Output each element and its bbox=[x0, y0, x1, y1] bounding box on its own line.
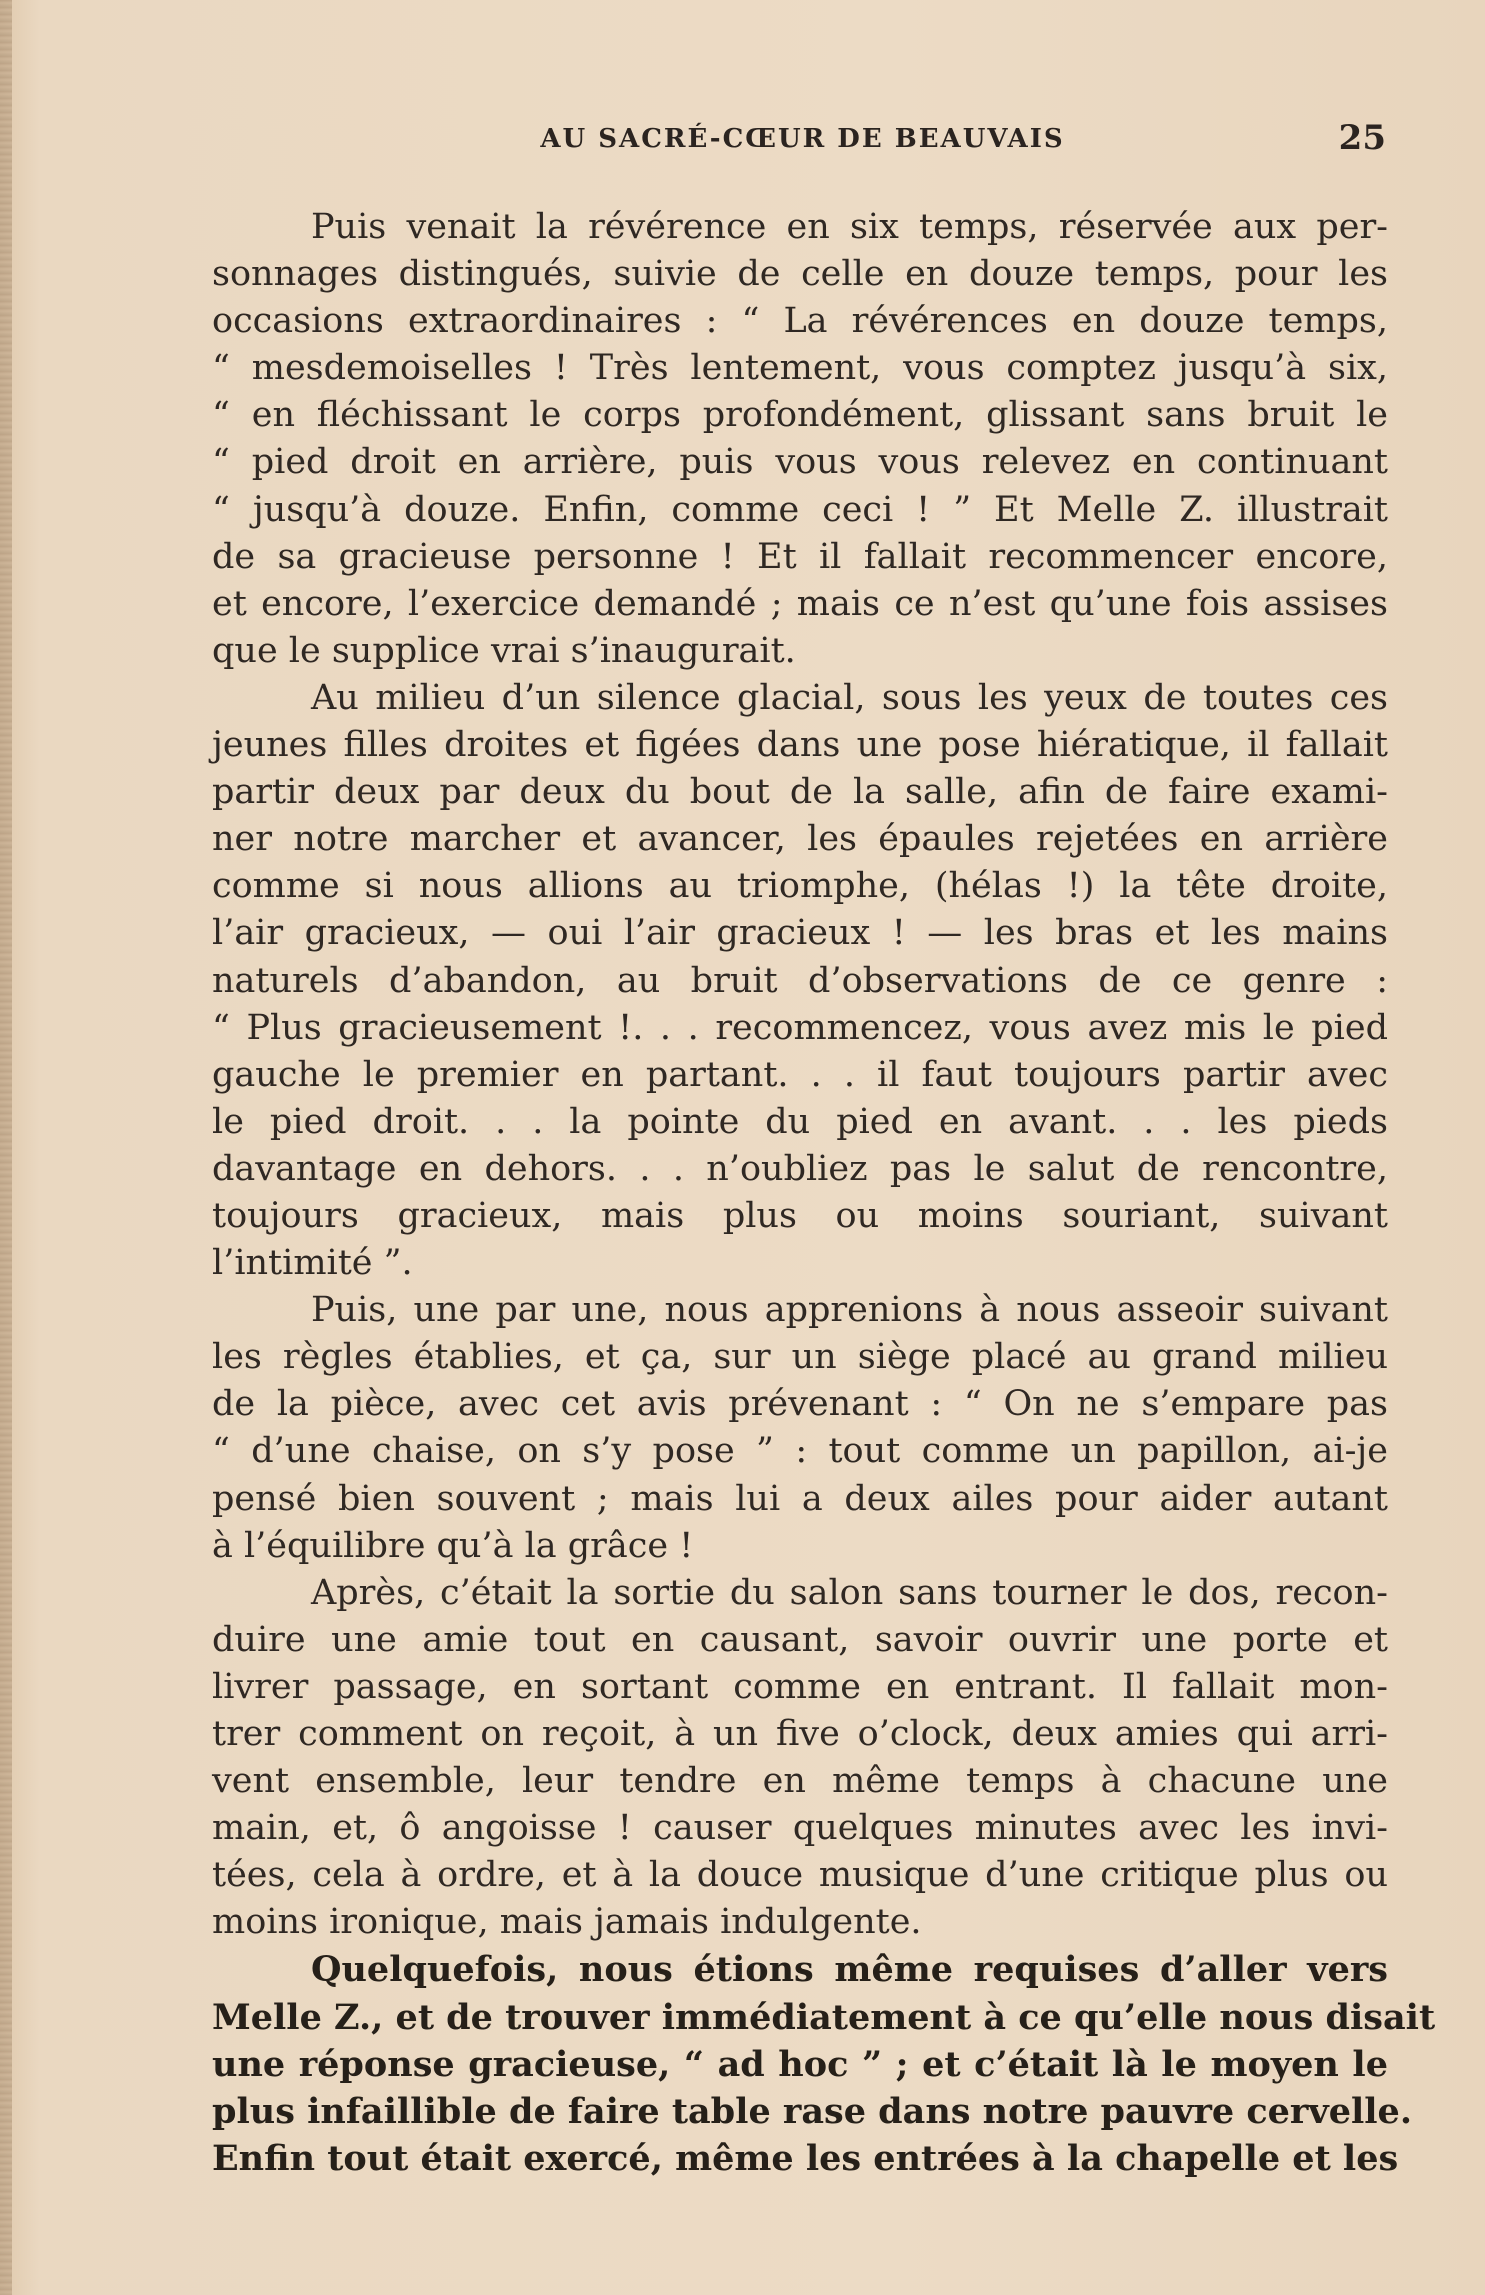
text-line: “ pied droit en arrière, puis vous vous relevez en continuant bbox=[212, 442, 1388, 483]
page-number: 25 bbox=[1338, 118, 1386, 158]
text-line: de sa gracieuse personne ! Et il fallait recommencer encore, bbox=[212, 536, 1388, 577]
running-head: AU SACRÉ-CŒUR DE BEAUVAIS bbox=[540, 124, 1065, 154]
text-line: ner notre marcher et avancer, les épaules rejetées en arrière bbox=[212, 819, 1388, 860]
text-line: moins ironique, mais jamais indulgente. bbox=[212, 1902, 922, 1943]
text-line: et encore, l’exercice demandé ; mais ce n’est qu’une fois assises bbox=[212, 583, 1388, 624]
text-line: l’intimité ”. bbox=[212, 1243, 413, 1284]
text-line: trer comment on reçoit, à un five o’clock, deux amies qui arri- bbox=[212, 1714, 1388, 1754]
page-header bbox=[205, 118, 1400, 168]
text-line: “ d’une chaise, on s’y pose ” : tout comme un papillon, ai-je bbox=[212, 1431, 1388, 1472]
text-line: Enfin tout était exercé, même les entrées à la chapelle et les bbox=[212, 2137, 1399, 2179]
text-line: partir deux par deux du bout de la salle, afin de faire exami- bbox=[212, 772, 1388, 813]
text-line: Puis, une par une, nous apprenions à nous asseoir suivant bbox=[311, 1290, 1388, 1331]
text-line: sonnages distingués, suivie de celle en douze temps, pour les bbox=[212, 254, 1388, 295]
text-line: main, et, ô angoisse ! causer quelques minutes avec les invi- bbox=[212, 1808, 1388, 1849]
text-line: Puis venait la révérence en six temps, réservée aux per- bbox=[311, 207, 1388, 247]
text-line: Quelquefois, nous étions même requises d’aller vers bbox=[311, 1949, 1388, 1991]
text-line: naturels d’abandon, au bruit d’observations de ce genre : bbox=[212, 960, 1388, 1001]
text-line: occasions extraordinaires : “ La révérences en douze temps, bbox=[212, 301, 1388, 342]
text-line: “ mesdemoiselles ! Très lentement, vous comptez jusqu’à six, bbox=[212, 348, 1388, 389]
text-line: livrer passage, en sortant comme en entrant. Il fallait mon- bbox=[212, 1666, 1388, 1707]
text-line: l’air gracieux, — oui l’air gracieux ! — les bras et les mains bbox=[212, 913, 1388, 954]
text-line: “ jusqu’à douze. Enfin, comme ceci ! ” Et Melle Z. illustrait bbox=[212, 489, 1388, 530]
text-line: davantage en dehors. . . n’oubliez pas le salut de rencontre, bbox=[212, 1148, 1388, 1189]
text-line: le pied droit. . . la pointe du pied en avant. . . les pieds bbox=[212, 1101, 1388, 1142]
text-line: duire une amie tout en causant, savoir ouvrir une porte et bbox=[212, 1619, 1388, 1660]
text-line: pensé bien souvent ; mais lui a deux ailes pour aider autant bbox=[212, 1478, 1388, 1519]
text-line: vent ensemble, leur tendre en même temps à chacune une bbox=[212, 1761, 1388, 1802]
text-line: tées, cela à ordre, et à la douce musique d’une critique plus ou bbox=[212, 1855, 1388, 1896]
text-line: de la pièce, avec cet avis prévenant : “ On ne s’empare pas bbox=[212, 1384, 1388, 1425]
text-line: Melle Z., et de trouver immédiatement à ce qu’elle nous disait bbox=[212, 1996, 1436, 2038]
text-line: jeunes filles droites et figées dans une pose hiératique, il fallait bbox=[212, 725, 1388, 766]
text-line: une réponse gracieuse, “ ad hoc ” ; et c’était là le moyen le bbox=[212, 2043, 1388, 2085]
text-line: toujours gracieux, mais plus ou moins souriant, suivant bbox=[212, 1195, 1388, 1236]
text-line: plus infaillible de faire table rase dans notre pauvre cervelle. bbox=[212, 2090, 1413, 2132]
text-line: gauche le premier en partant. . . il faut toujours partir avec bbox=[212, 1054, 1388, 1095]
text-line: à l’équilibre qu’à la grâce ! bbox=[212, 1525, 694, 1566]
text-line: “ Plus gracieusement !. . . recommencez, vous avez mis le pied bbox=[212, 1007, 1388, 1048]
text-line: comme si nous allions au triomphe, (hélas !) la tête droite, bbox=[212, 866, 1388, 907]
text-line: Au milieu d’un silence glacial, sous les yeux de toutes ces bbox=[311, 677, 1388, 718]
text-line: Après, c’était la sortie du salon sans tourner le dos, recon- bbox=[311, 1572, 1388, 1613]
body-text bbox=[212, 204, 1436, 2182]
binding-edge bbox=[0, 0, 12, 2295]
text-line: que le supplice vrai s’inaugurait. bbox=[212, 630, 796, 671]
text-line: les règles établies, et ça, sur un siège placé au grand milieu bbox=[212, 1337, 1388, 1378]
text-line: “ en fléchissant le corps profondément, glissant sans bruit le bbox=[212, 395, 1388, 436]
